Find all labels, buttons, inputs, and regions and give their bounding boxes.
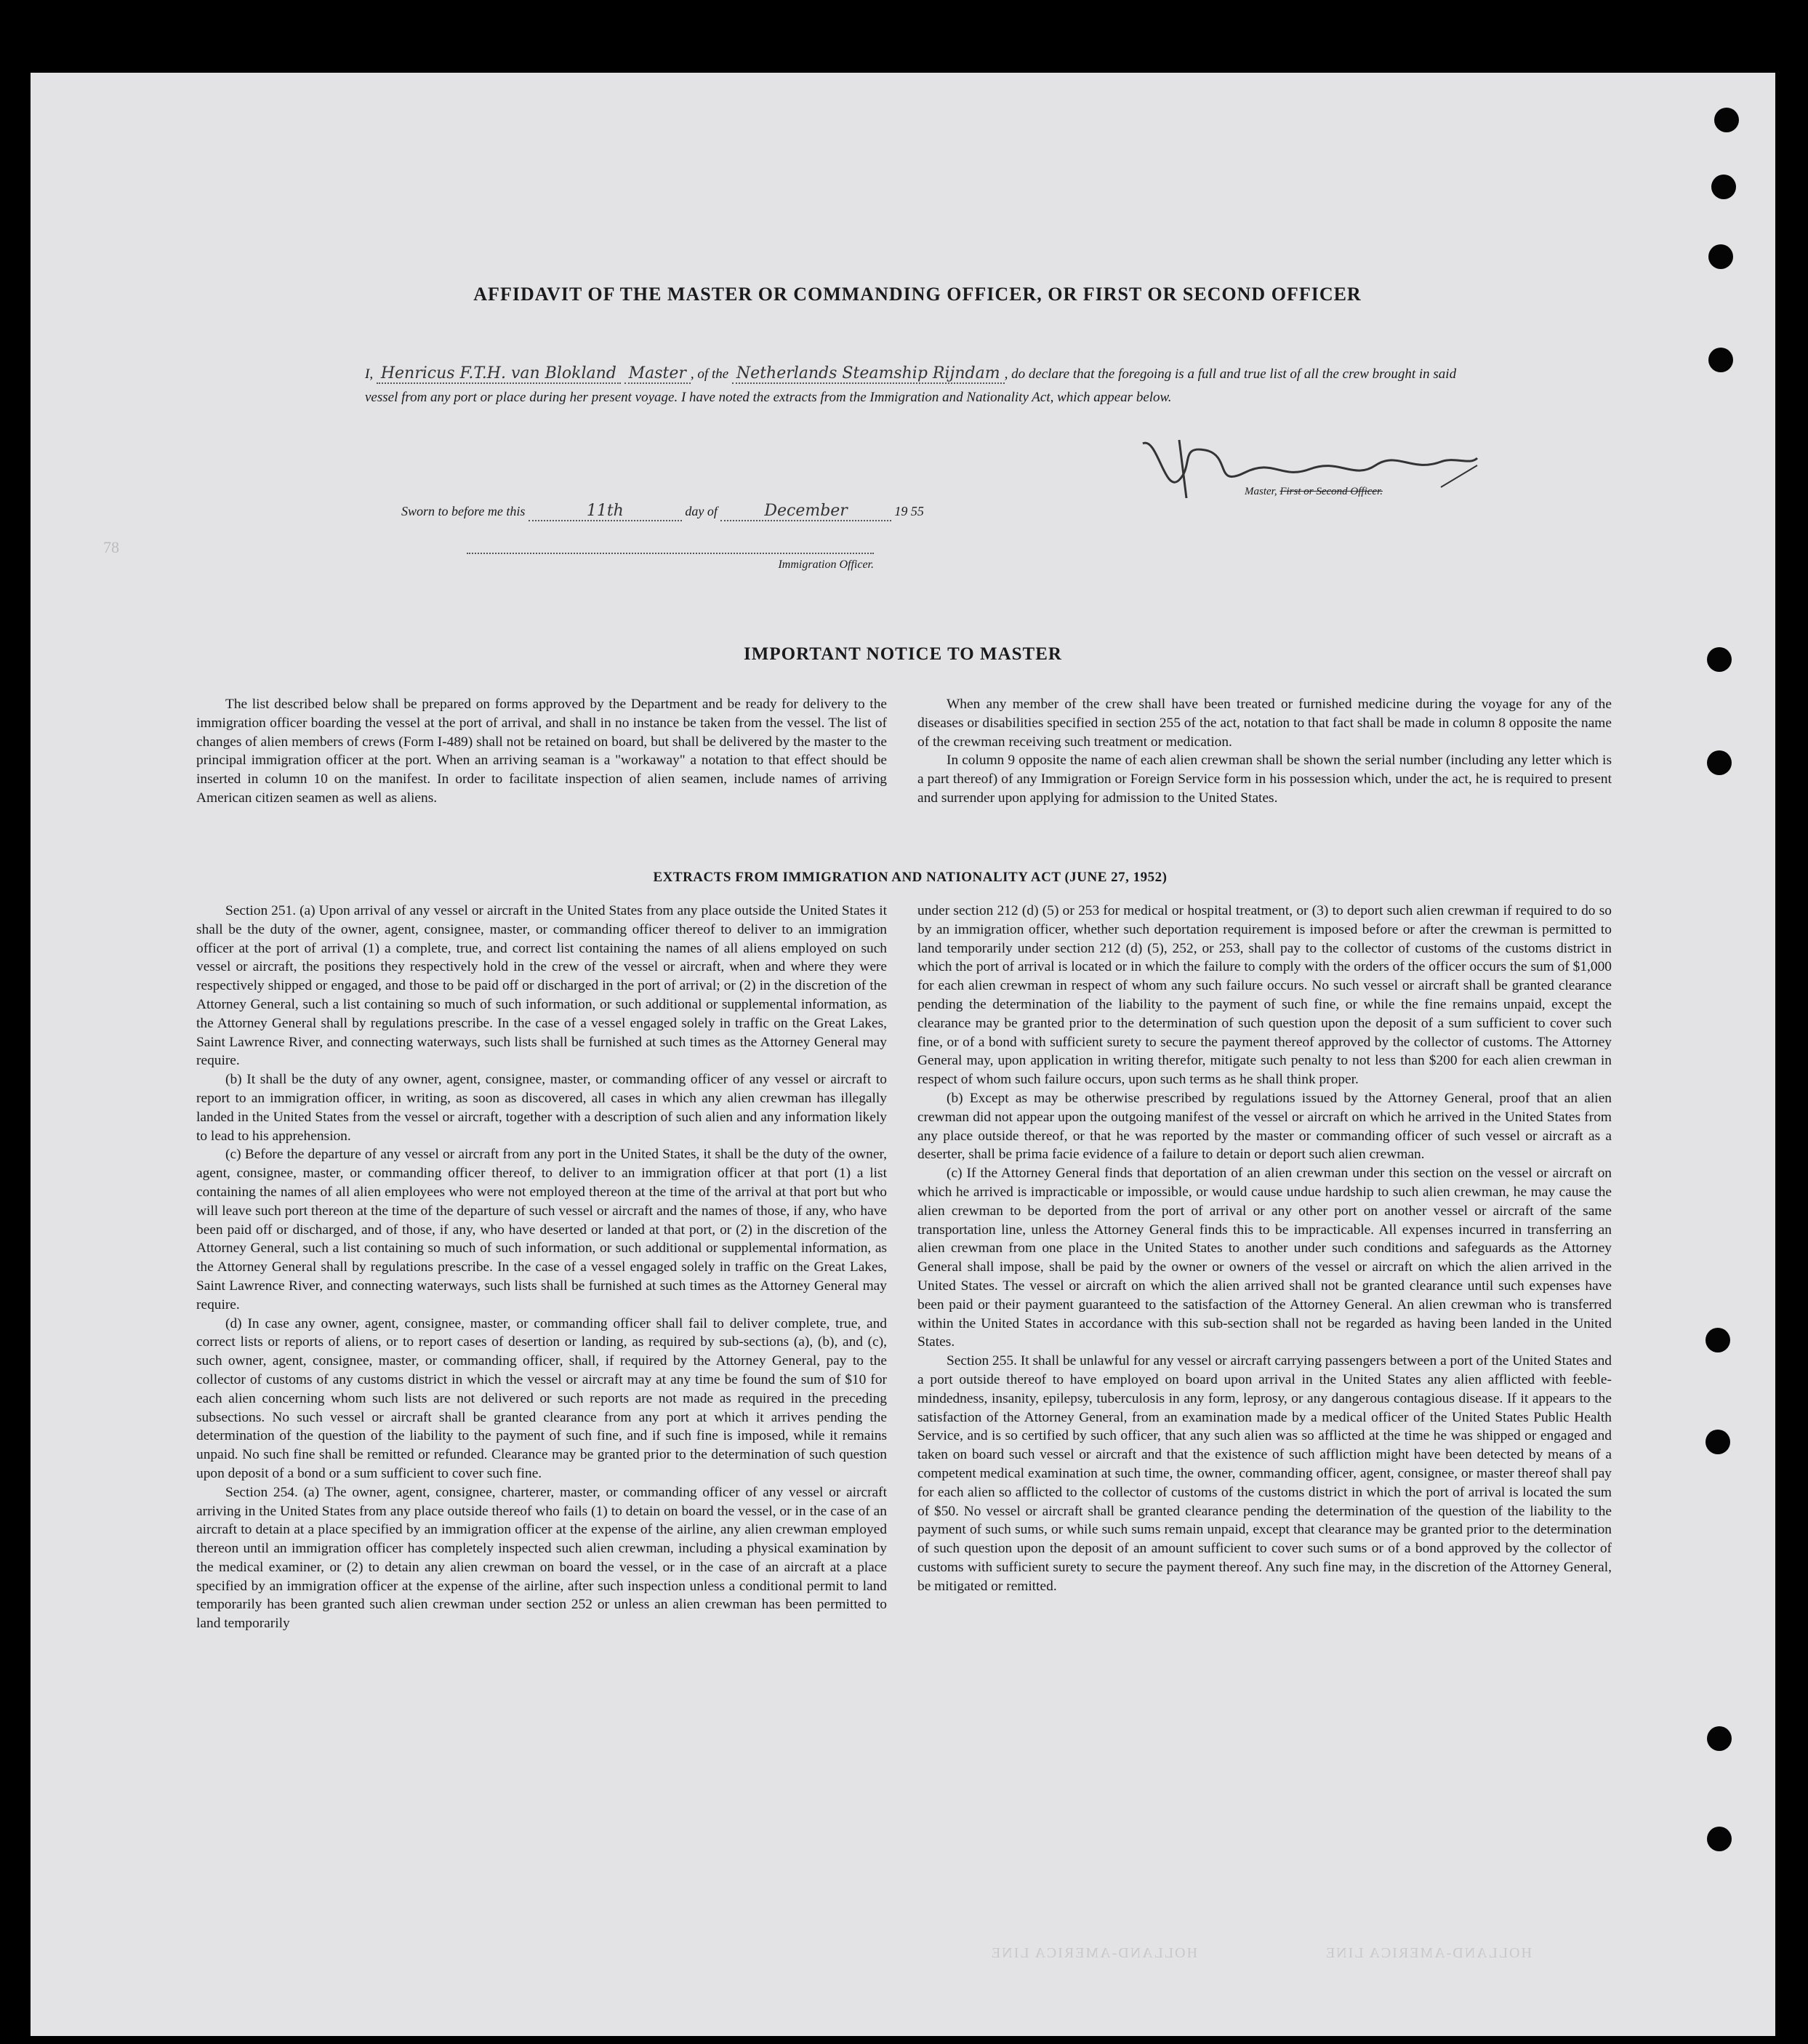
vessel-name-handwritten: Netherlands Steamship Rijndam (732, 364, 1005, 384)
punch-hole (1705, 1430, 1730, 1454)
ghost-stamp-2: HOLLAND-AMERICA LINE (1325, 1945, 1532, 1961)
caption-master: Master, (1245, 486, 1277, 497)
sworn-month-handwritten: December (720, 502, 891, 521)
notice-title: IMPORTANT NOTICE TO MASTER (744, 644, 1062, 664)
affidavit-title: AFFIDAVIT OF THE MASTER OR COMMANDING OFFICER, OR FIRST OR SECOND OFFICER (473, 284, 1362, 305)
signature-caption (1245, 486, 1383, 498)
declaration-text: , do declare that the foregoing is a full and true list of all the crew brought in said vessel from any port or place during her present voyage. I have noted the extracts from the Immigration and Nationality Act, which appear below. (365, 366, 1457, 405)
section-254-b: (b) Except as may be otherwise prescribed by regulations issued by the Attorney General, proof that an alien crewman did not appear upon the outgoing manifest of the vessel or aircraft on which he arrived in the United States from any place outside thereof, or that he was reported by the master or commanding officer of such vessel or aircraft as a deserter, shall be prima facie evidence of a failure to detain or deport such alien crewman. (917, 1090, 1612, 1163)
section-254-c: (c) If the Attorney General finds that deportation of an alien crewman under this section on the vessel or aircraft on which he arrived is impracticable or impossible, or would cause undue hardship to such alien crewman, he may cause the alien crewman to be deported from the port of arrival or any other port on another vessel or aircraft of the same transportation line, unless the Attorney General finds this to be impracticable. All expenses incurred in transferring an alien crewman from one place in the United States to another under such conditions and safeguards as the Attorney General shall impose, shall be paid by the owner or owners of the vessel or aircraft on which the alien arrived in the United States. The vessel or aircraft on which the alien arrived shall not be granted clearance until such expenses have been paid or their payment guaranteed to the satisfaction of the Attorney General. An alien crewman who is transferred within the United States in accordance with this sub-section shall not be regarded as having been landed in the United States. (917, 1166, 1612, 1350)
punch-hole (1714, 108, 1739, 132)
extracts-left-column (196, 902, 887, 1633)
sworn-year: 19 55 (894, 504, 924, 518)
punch-hole (1708, 348, 1733, 372)
ghost-stamp-1: HOLLAND-AMERICA LINE (990, 1945, 1197, 1961)
punch-hole (1707, 1726, 1732, 1751)
punch-hole (1705, 1328, 1730, 1352)
section-255: Section 255. It shall be unlawful for any vessel or aircraft carrying passengers between a port of the United States and a port outside thereof to have employed on board upon arrival in the United States any alien afflicted with feeble-mindedness, insanity, epilepsy, tuberculosis in any form, leprosy, or any dangerous contagious disease. If it appears to the satisfaction of the Attorney General, from an examination made by a medical officer of the United States Public Health Service, and is so certified by such officer, that any such alien was so afflicted at the time he was shipped or engaged and taken on board such vessel or aircraft and that the existence of such affliction might have been detected by means of a competent medical examination at such time, the owner, commanding officer, agent, consignee, or master thereof shall pay for each alien so afflicted to the collector of customs of the customs district in which the port of arrival is located the sum of $50. No vessel or aircraft shall be granted clearance pending the determination of the question of the liability to the payment of such sums, or while such sums remain unpaid, except that clearance may be granted prior to the determination of such question upon the deposit of an amount sufficient to cover such sums or of a bond approved by the collector of customs with sufficient surety to secure the payment thereof. Any such fine may, in the discretion of the Attorney General, be mitigated or remitted. (917, 1353, 1612, 1594)
section-251-a: Section 251. (a) Upon arrival of any vessel or aircraft in the United States from any place outside the United States it shall be the duty of the owner, agent, consignee, master, or commanding officer thereof to deliver to an immigration officer at the port of arrival (1) a complete, true, and correct list containing the names of all aliens employed on such vessel or aircraft, the positions they respectively hold in the crew of the vessel or aircraft, when and where they were respectively shipped or engaged, and those to be paid off or discharged in the port of arrival; or (2) in the discretion of the Attorney General, such a list containing so much of such information, or such additional or supplemental information, as the Attorney General shall by regulations prescribe. In the case of a vessel engaged solely in traffic on the Great Lakes, Saint Lawrence River, and connecting waterways, such lists shall be furnished at such times as the Attorney General may require. (196, 903, 887, 1069)
document-sheet (31, 73, 1775, 2036)
notice-right-text-2: In column 9 opposite the name of each alien crewman shall be shown the serial number (including any letter which is a part thereof) of any Immigration or Foreign Service form in his possession which, under the act, he is required to present and surrender upon applying for admission to the United States. (917, 753, 1612, 806)
punch-hole (1707, 750, 1732, 775)
sworn-line (401, 502, 1492, 520)
punch-hole (1707, 1827, 1732, 1851)
punch-hole (1711, 175, 1736, 199)
day-of-label: day of (685, 504, 718, 518)
section-251-b: (b) It shall be the duty of any owner, agent, consignee, master, or commanding officer of any vessel or aircraft to report to an immigration officer, in writing, as soon as discovered, all cases in which any alien crewman has illegally landed in the United States from the vessel or aircraft, together with a description of such alien and any information likely to lead to his apprehension. (196, 1072, 887, 1144)
notice-left-text: The list described below shall be prepared on forms approved by the Department and be ready for delivery to the immigration officer boarding the vessel at the port of arrival, and shall in no instance be taken from the vessel. The list of changes of alien members of crews (Form I-489) shall not be retained on board, but shall be delivered by the master to the principal immigration officer at the port. When an arriving seaman is a "workaway" a notation to that effect should be inserted in column 10 on the manifest. In order to facilitate inspection of alien seamen, include names of arriving American citizen seamen as well as aliens. (196, 697, 887, 806)
notice-right-column (917, 695, 1612, 808)
sworn-day-handwritten: 11th (529, 502, 682, 521)
section-251-d: (d) In case any owner, agent, consignee, master, or commanding officer shall fail to deliver complete, true, and correct lists or reports of aliens, or to report cases of desertion or landing, as required by sub-sections (a), (b), and (c), such owner, agent, consignee, master, or commanding officer, shall, if required by the Attorney General, pay to the collector of customs of any customs district in which the vessel or aircraft may at any time be found the sum of $10 for each alien concerning whom such lists are not delivered or such reports are not made as required in the preceding subsections. No such vessel or aircraft shall be granted clearance from any port at which it arrives pending the determination of the question of the liability to the payment of such fine, and if such fine is imposed, while it remains unpaid. No such fine shall be remitted or refunded. Clearance may be granted prior to the determination of such question upon deposit of a bond or a sum sufficient to cover such fine. (196, 1315, 887, 1481)
extracts-right-column (917, 902, 1612, 1595)
extracts-title: EXTRACTS FROM IMMIGRATION AND NATIONALITY ACT (JUNE 27, 1952) (653, 870, 1168, 885)
margin-number: 78 (103, 538, 119, 556)
notice-left-column (196, 695, 887, 808)
declaration (365, 362, 1470, 409)
master-name-handwritten: Henricus F.T.H. van Blokland (377, 364, 621, 384)
of-the-label: , of the (690, 366, 729, 382)
declaration-prefix: I, (365, 366, 374, 382)
section-254-a-cont: under section 212 (d) (5) or 253 for medical or hospital treatment, or (3) to deport such alien crewman if required to do so by an immigration officer, whether such deportation requirement is imposed before or after the crewman is permitted to land temporarily under section 212 (d) (5), 252, or 253, shall pay to the collector of customs of the customs district in which the port of arrival is located or in which the failure to comply with the orders of the officer occurs the sum of $1,000 for each alien crewman in respect of whom any such failure occurs. No such vessel or aircraft shall be granted clearance pending the determination of the liability to the payment of such fine, or while the fine remains unpaid, except the clearance may be granted prior to the determination of such question upon the deposit of a sum sufficient to cover such fine, or of a bond with sufficient surety to secure the payment thereof approved by the collector of customs. The Attorney General may, upon application in writing therefor, mitigate such penalty to not less than $200 for each alien crewman in respect of whom such failure occurs, upon such terms as he shall think proper. (917, 903, 1612, 1088)
punch-hole (1707, 647, 1732, 672)
section-251-c: (c) Before the departure of any vessel or aircraft from any port in the United States, it shall be the duty of the owner, agent, consignee, master, or commanding officer thereof, to deliver to an immigration officer at that port (1) a list containing the names of all alien employees who were not employed thereon at the time of the arrival at that port but who will leave such port thereon at the time of the departure of such vessel or aircraft and the names of those, if any, who have been paid off or discharged, and of those, if any, who have deserted or landed at that port, or (2) in the discretion of the Attorney General, such a list containing so much of such information, or such additional or supplemental information, as the Attorney General shall by regulations prescribe. In the case of a vessel engaged solely in traffic on the Great Lakes, Saint Lawrence River, and connecting waterways, such lists shall be furnished at such times as the Attorney General may require. (196, 1147, 887, 1312)
punch-hole (1708, 244, 1733, 269)
immigration-officer-line: Immigration Officer. (467, 553, 874, 572)
section-254-a: Section 254. (a) The owner, agent, consignee, charterer, master, or commanding officer of any vessel or aircraft arriving in the United States from any place outside thereof who fails (1) to detain on board the vessel, or in the case of an aircraft to detain at a place specified by an immigration officer at the expense of the airline, any alien crewman employed thereon until an immigration officer has completely inspected such alien crewman, including a physical examination by the medical examiner, or (2) to detain any alien crewman on board the vessel, or in the case of an aircraft at a place specified by an immigration officer at the expense of the airline, after such inspection unless a conditional permit to land temporarily has been granted such alien crewman under section 252 or unless an alien crewman has been permitted to land temporarily (196, 1484, 887, 1632)
rank-handwritten: Master (624, 364, 691, 384)
sworn-prefix: Sworn to before me this (401, 504, 526, 518)
notice-right-text-1: When any member of the crew shall have been treated or furnished medicine during the voyage for any of the diseases or disabilities specified in section 255 of the act, notation to that fact shall be made in column 8 opposite the name of the crewman receiving such treatment or medication. (917, 697, 1612, 750)
caption-struck: First or Second Officer. (1279, 486, 1383, 497)
